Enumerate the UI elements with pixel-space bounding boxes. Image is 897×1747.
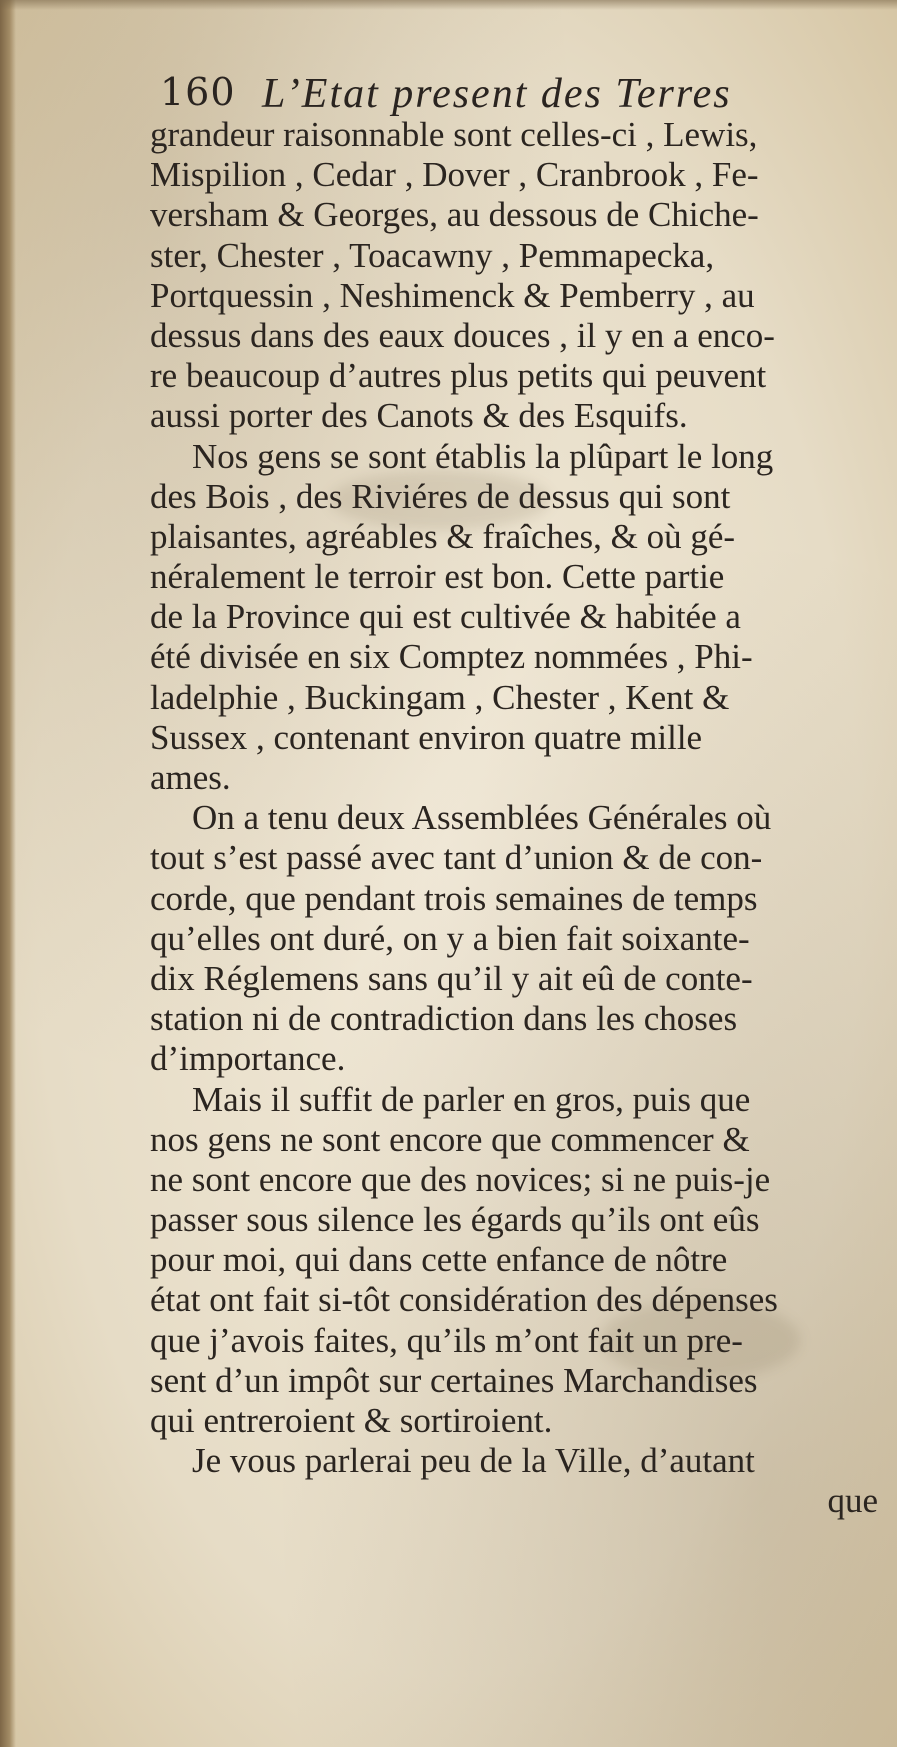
text-line: état ont fait si-tôt considération des dépenses xyxy=(150,1280,778,1320)
text-line: corde, que pendant trois semaines de temps xyxy=(150,878,758,918)
text-line: néralement le terroir est bon. Cette partie xyxy=(150,557,725,597)
text-line: Sussex , contenant environ quatre mille xyxy=(150,717,703,757)
text-line: nos gens ne sont encore que commencer & xyxy=(150,1119,750,1159)
text-line: tout s’est passé avec tant d’union & de con- xyxy=(150,838,763,878)
catchword: que xyxy=(827,1481,878,1521)
text-line: Je vous parlerai peu de la Ville, d’autant xyxy=(192,1441,755,1481)
text-line: ladelphie , Buckingam , Chester , Kent & xyxy=(150,677,730,717)
text-line: ames. xyxy=(150,758,231,797)
text-line: pour moi, qui dans cette enfance de nôtre xyxy=(150,1240,728,1280)
text-line: des Bois , des Riviéres de dessus qui sont xyxy=(150,476,731,516)
page-number: 160 xyxy=(160,70,236,114)
text-line: ne sont encore que des novices; si ne puis-je xyxy=(150,1159,771,1199)
text-line: aussi porter des Canots & des Esquifs. xyxy=(150,396,688,436)
running-head: L’Etat present des Terres xyxy=(262,71,732,117)
text-line: Mispilion , Cedar , Dover , Cranbrook , Fe- xyxy=(150,155,759,195)
page-gutter-shadow xyxy=(0,0,16,1747)
page-top-shadow xyxy=(0,0,897,10)
text-line: dix Réglemens sans qu’il y ait eû de conte- xyxy=(150,958,753,998)
text-line: station ni de contradiction dans les choses xyxy=(150,999,738,1039)
text-line: passer sous silence les égards qu’ils ont eûs xyxy=(150,1200,760,1240)
text-line: été divisée en six Comptez nommées , Phi- xyxy=(150,637,753,677)
text-line: de la Province qui est cultivée & habitée a xyxy=(150,597,741,637)
text-line: qui entreroient & sortiroient. xyxy=(150,1401,553,1440)
text-line: Portquessin , Neshimenck & Pemberry , au xyxy=(150,275,755,315)
text-line: Mais il suffit de parler en gros, puis que xyxy=(192,1079,751,1119)
text-line: plaisantes, agréables & fraîches, & où gé- xyxy=(150,516,736,556)
text-line: Nos gens se sont établis la plûpart le long xyxy=(192,436,774,476)
text-line: dessus dans des eaux douces , il y en a enco- xyxy=(150,315,775,355)
text-line: On a tenu deux Assemblées Générales où xyxy=(192,798,772,838)
text-line: versham & Georges, au dessous de Chiche- xyxy=(150,195,759,235)
text-line: grandeur raisonnable sont celles-ci , Lewis, xyxy=(150,115,758,154)
text-line: qu’elles ont duré, on y a bien fait soixante- xyxy=(150,918,750,958)
body-text xyxy=(150,115,878,1522)
text-line: re beaucoup d’autres plus petits qui peuvent xyxy=(150,356,767,396)
text-line: que j’avois faites, qu’ils m’ont fait un pre- xyxy=(150,1320,743,1360)
text-line: ster, Chester , Toacawny , Pemmapecka, xyxy=(150,235,715,275)
text-line: d’importance. xyxy=(150,1039,346,1079)
text-line: sent d’un impôt sur certaines Marchandises xyxy=(150,1360,758,1400)
page-header xyxy=(150,64,870,116)
